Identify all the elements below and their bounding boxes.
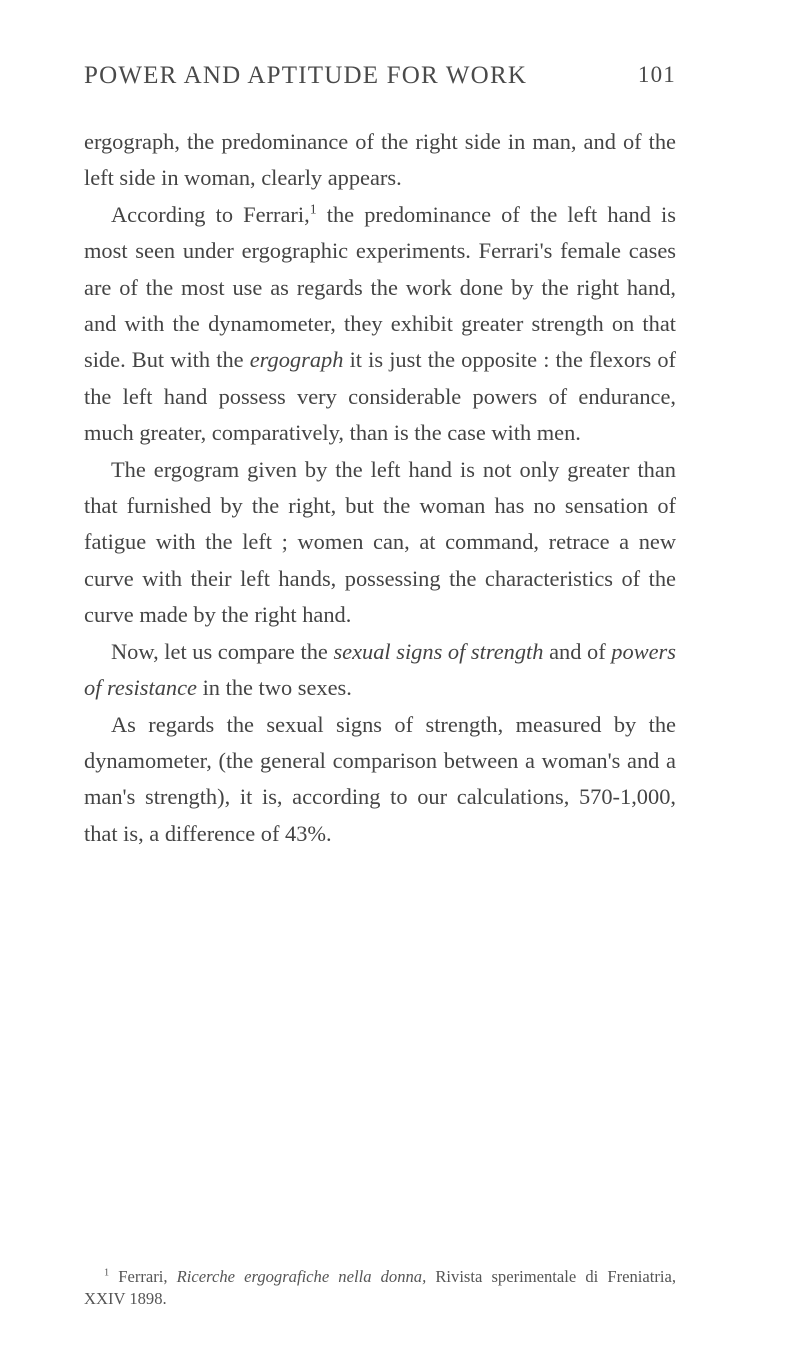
- running-header: [84, 62, 676, 90]
- p2-text-b: the predominance of the left hand is most seen under ergographic experiments. Ferrari's female cases are of the most use as regards the work done by the right hand, and with the dynamometer, they exhibit greater strength on that side. But with the: [84, 201, 676, 373]
- paragraph-2: [84, 197, 676, 452]
- footnote: [84, 1266, 676, 1310]
- p2-italic-ergograph: ergograph: [249, 347, 344, 373]
- p4-italic-2: powers of resistance: [84, 638, 676, 701]
- p2-text-a: According to Ferrari,: [111, 201, 310, 227]
- footnote-ref: 1: [309, 202, 317, 218]
- p4-text-a: Now, let us compare the: [111, 638, 334, 664]
- paragraph-4: [84, 634, 676, 707]
- footnote-author: Ferrari,: [109, 1267, 177, 1286]
- paragraph-3: The ergogram given by the left hand is not only greater than that furnished by the right, but the woman has no sensation of fatigue with the left ; women can, at command, retrace a new curve with their left hands, possessing the characteristics of the curve made by the right hand.: [84, 456, 676, 628]
- p2-text-c: it is just the opposite : the flexors of the left hand possess very considerable powers of endurance, much greater, comparatively, than is the case with men.: [84, 347, 676, 446]
- footnote-rest: Rivista sperimentale di Freniatria, XXIV 1898.: [84, 1267, 677, 1308]
- body-text: [84, 124, 676, 852]
- footnote-italic-title: Ricerche ergografiche nella donna,: [176, 1267, 427, 1286]
- page-number: 101: [637, 62, 676, 87]
- p4-text-c: in the two sexes.: [196, 675, 352, 701]
- footnote-text: [84, 1266, 676, 1310]
- p4-text-b: and of: [543, 638, 612, 664]
- running-title: POWER AND APTITUDE FOR WORK: [84, 62, 528, 89]
- paragraph-5: As regards the sexual signs of strength, measured by the dynamometer, (the general comparison between a woman's and a man's strength), it is, according to our calculations, 570-1,000, that is, a difference of 43%.: [84, 711, 676, 846]
- p4-italic-1: sexual signs of strength: [333, 638, 544, 664]
- paragraph-1: ergograph, the predominance of the right side in man, and of the left side in woman, clearly appears.: [84, 129, 676, 191]
- footnote-marker: 1: [104, 1267, 110, 1279]
